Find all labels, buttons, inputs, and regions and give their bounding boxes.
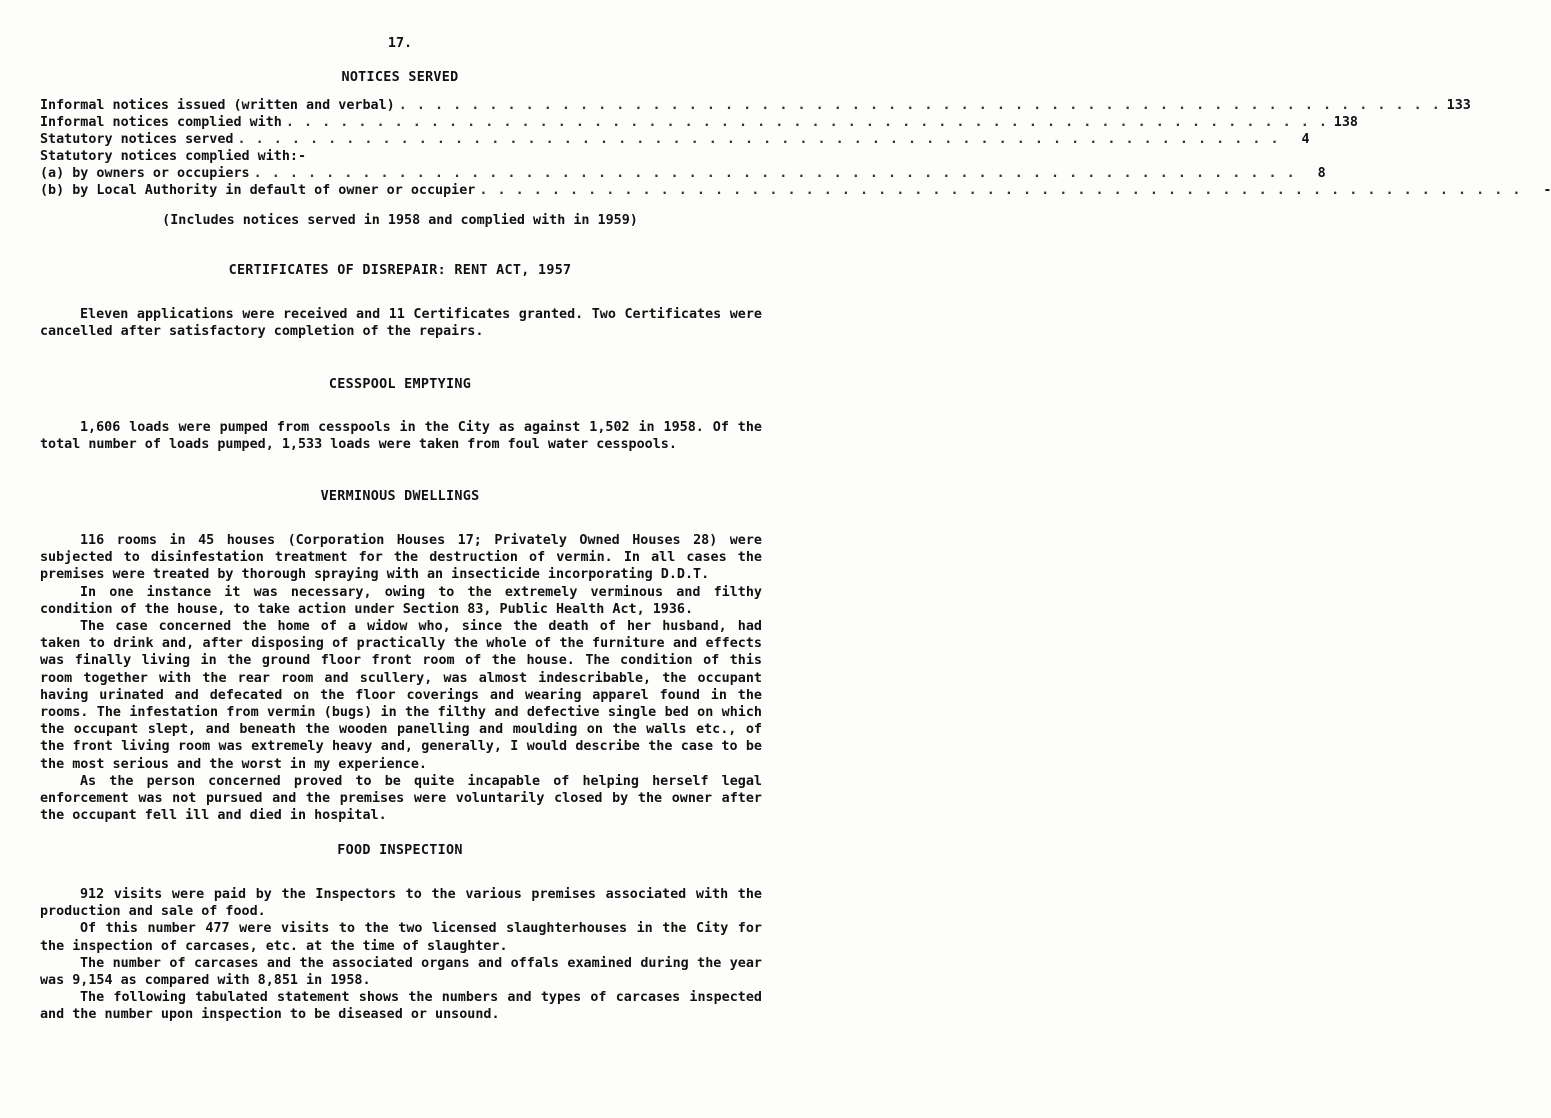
cesspool-text xyxy=(40,419,762,453)
notice-row xyxy=(40,131,1310,148)
notice-row xyxy=(40,114,1358,131)
notice-value: 8 xyxy=(1317,166,1326,181)
leader-dots: . . . . . . . . . . . . . . . . . . . . . . . . . . . . . . . . . . . . . . . . . . . . . . . . . . . . . . . . . . xyxy=(237,132,1280,147)
certificates-text xyxy=(40,306,762,340)
notice-value: 133 xyxy=(1446,98,1471,113)
notice-row xyxy=(40,165,1326,182)
food-text xyxy=(40,886,762,1024)
notice-row xyxy=(40,148,762,165)
paragraph: Eleven applications were received and 11 Certificates granted. Two Certificates were cancelled after satisfactory completion of the repairs. xyxy=(40,307,762,340)
notices-heading: NOTICES SERVED xyxy=(341,70,459,85)
notice-row xyxy=(40,97,1471,114)
paragraph: 1,606 loads were pumped from cesspools in the City as against 1,502 in 1958. Of the total number of loads pumped, 1,533 loads were taken from foul water cesspools. xyxy=(40,420,762,453)
notice-label: Informal notices complied with xyxy=(40,115,282,130)
notice-value: - xyxy=(1543,183,1551,198)
paragraph: 116 rooms in 45 houses (Corporation Houses 17; Privately Owned Houses 28) were subjected to disinfestation treatment for the destruction of vermin. In all cases the premises were treated by thorough spraying with an insecticide incorporating D.D.T. xyxy=(40,533,762,583)
food-heading: FOOD INSPECTION xyxy=(337,843,463,858)
leader-dots: . . . . . . . . . . . . . . . . . . . . . . . . . . . . . . . . . . . . . . . . . . . . . . . . . . . . . . . . . . xyxy=(253,166,1296,181)
verminous-text xyxy=(40,532,762,824)
notice-row xyxy=(40,182,1551,199)
paragraph: The case concerned the home of a widow who, since the death of her husband, had taken to drink and, after disposing of practically the whole of the furniture and effects was finally living in the ground floor front room of the house. The condition of this room together with the rear room and scullery, was almost indescribable, the occupant having urinated and defecated on the floor coverings and wearing apparel found in the rooms. The infestation from vermin (bugs) in the filthy and defective single bed on which the occupant slept, and beneath the wooden panelling and moulding on the walls etc., of the front living room was extremely heavy and, generally, I would describe the case to be the most serious and the worst in my experience. xyxy=(40,619,762,772)
verminous-heading: VERMINOUS DWELLINGS xyxy=(320,489,480,504)
paragraph: 912 visits were paid by the Inspectors to the various premises associated with the production and sale of food. xyxy=(40,887,762,920)
notice-label: (a) by owners or occupiers xyxy=(40,166,250,181)
page-number: 17. xyxy=(387,36,413,51)
certificates-heading: CERTIFICATES OF DISREPAIR: RENT ACT, 1957 xyxy=(228,263,572,278)
notice-value: 138 xyxy=(1333,115,1358,130)
notices-table xyxy=(40,97,1551,199)
notice-label: Statutory notices served xyxy=(40,132,234,147)
cesspool-heading: CESSPOOL EMPTYING xyxy=(328,377,472,392)
leader-dots: . . . . . . . . . . . . . . . . . . . . . . . . . . . . . . . . . . . . . . . . . . . . . . . . . . . . . . . . . . xyxy=(285,115,1328,130)
paragraph: The following tabulated statement shows the numbers and types of carcases inspected and the number upon inspection to be diseased or unsound. xyxy=(40,990,762,1023)
leader-dots: . . . . . . . . . . . . . . . . . . . . . . . . . . . . . . . . . . . . . . . . . . . . . . . . . . . . . . . . . . xyxy=(479,183,1522,198)
notices-note: (Includes notices served in 1958 and complied with in 1959) xyxy=(162,213,638,228)
paragraph: In one instance it was necessary, owing to the extremely verminous and filthy condition of the house, to take action under Section 83, Public Health Act, 1936. xyxy=(40,584,762,617)
notice-value: 4 xyxy=(1301,132,1310,147)
notice-label: (b) by Local Authority in default of owner or occupier xyxy=(40,183,476,198)
notice-label: Informal notices issued (written and verbal) xyxy=(40,98,395,113)
paragraph: As the person concerned proved to be quite incapable of helping herself legal enforcement was not pursued and the premises were voluntarily closed by the owner after the occupant fell ill and died in hospital. xyxy=(40,773,762,824)
leader-dots: . . . . . . . . . . . . . . . . . . . . . . . . . . . . . . . . . . . . . . . . . . . . . . . . . . . . . . . . . . xyxy=(398,98,1441,113)
paragraph: The number of carcases and the associated organs and offals examined during the year was 9,154 as compared with 8,851 in 1958. xyxy=(40,955,762,989)
notice-label: Statutory notices complied with:- xyxy=(40,149,307,164)
paragraph: Of this number 477 were visits to the two licensed slaughterhouses in the City for the inspection of carcases, etc. at the time of slaughter. xyxy=(40,921,762,954)
